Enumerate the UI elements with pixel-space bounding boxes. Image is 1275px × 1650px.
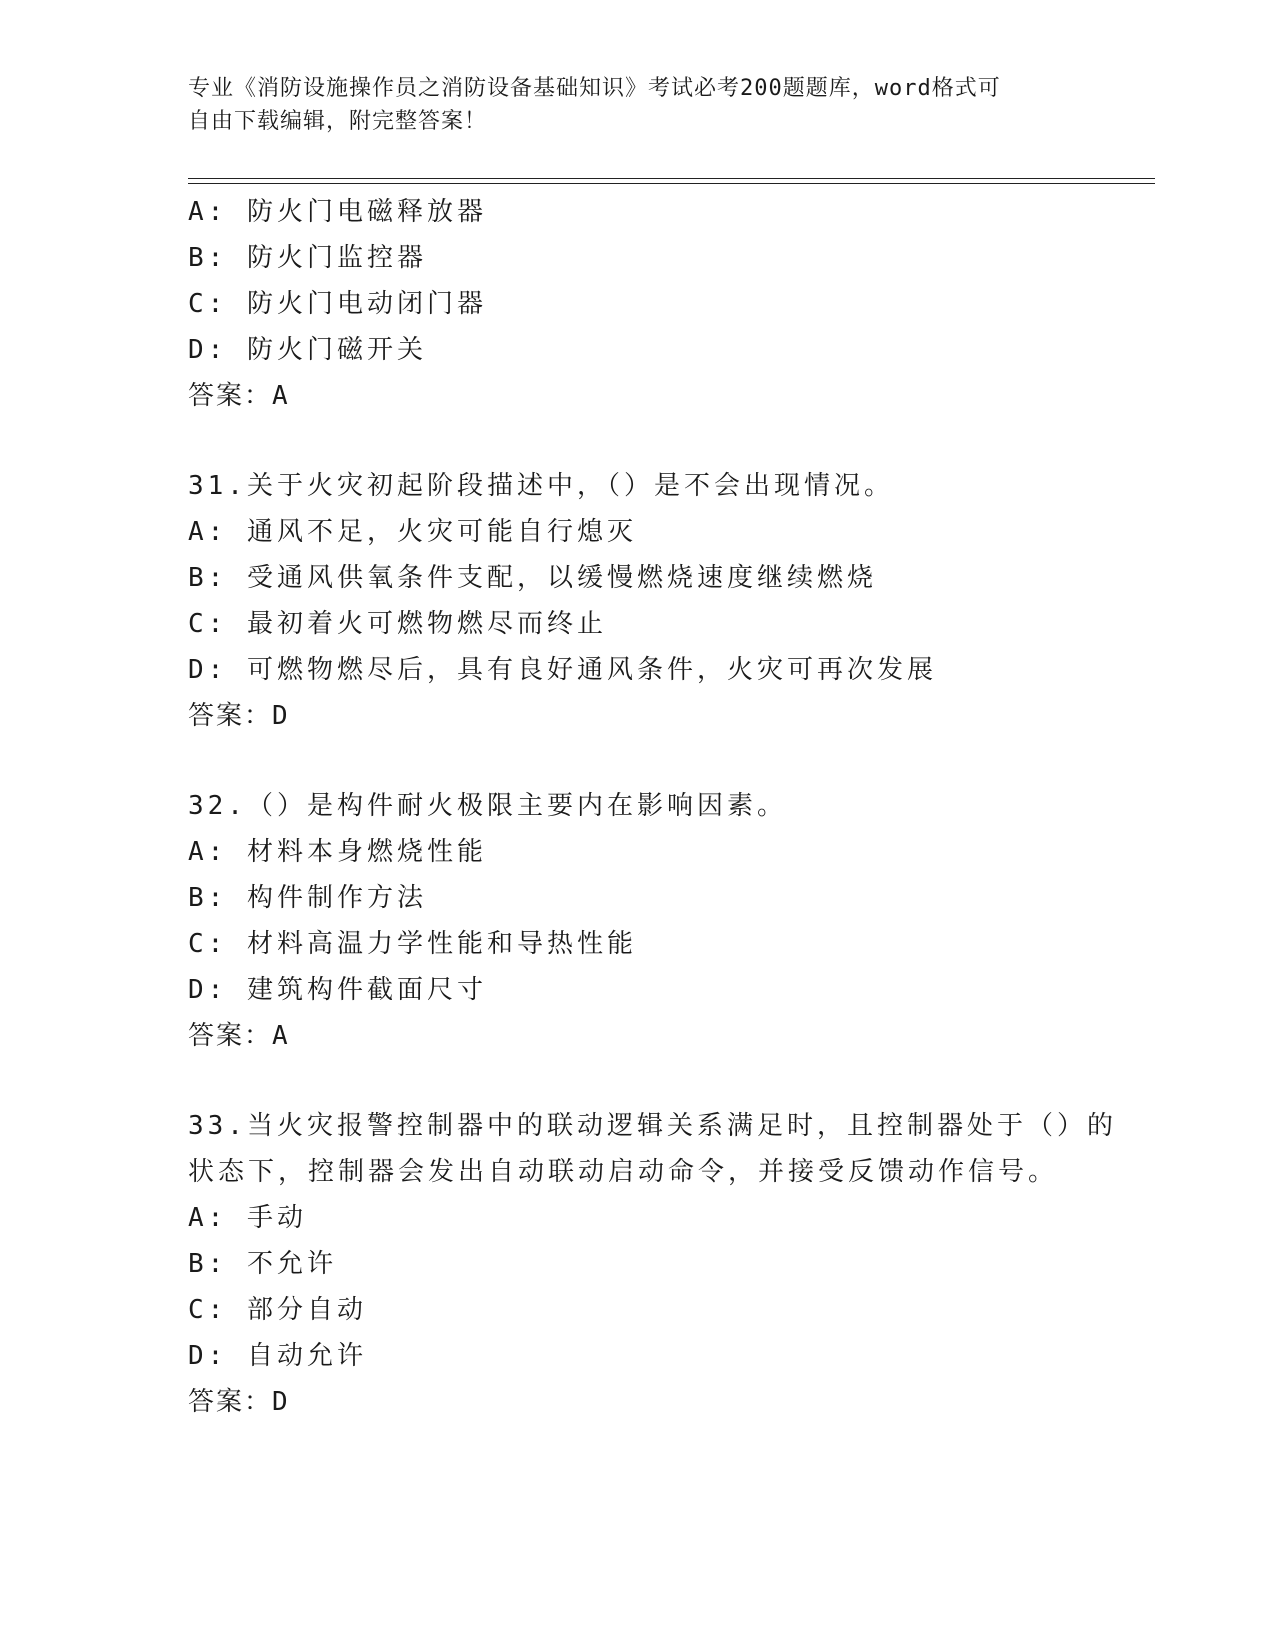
option-a: A: 材料本身燃烧性能 — [188, 837, 487, 867]
answer-line: 答案：D — [188, 1387, 290, 1417]
option-d: D: 防火门磁开关 — [188, 335, 427, 365]
document-header — [188, 72, 1068, 138]
option-c: C: 最初着火可燃物燃尽而终止 — [188, 609, 607, 639]
question-stem-line-2: 状态下，控制器会发出自动联动启动命令，并接受反馈动作信号。 — [188, 1157, 1059, 1187]
answer-line: 答案：D — [188, 701, 290, 731]
question-32 — [188, 783, 1148, 1059]
question-33 — [188, 1103, 1148, 1425]
option-d: D: 建筑构件截面尺寸 — [188, 975, 487, 1005]
option-c: C: 材料高温力学性能和导热性能 — [188, 929, 637, 959]
option-a: A: 通风不足，火灾可能自行熄灭 — [188, 517, 637, 547]
option-d: D: 自动允许 — [188, 1341, 367, 1371]
option-b: B: 受通风供氧条件支配，以缓慢燃烧速度继续燃烧 — [188, 563, 877, 593]
header-divider-top — [188, 178, 1155, 179]
question-30 — [188, 189, 1148, 419]
option-c: C: 防火门电动闭门器 — [188, 289, 487, 319]
question-list — [188, 189, 1148, 1425]
option-a: A: 防火门电磁释放器 — [188, 197, 487, 227]
answer-line: 答案：A — [188, 1021, 290, 1051]
header-line-2: 自由下载编辑，附完整答案！ — [188, 109, 488, 134]
question-stem: 31.关于火灾初起阶段描述中，（）是不会出现情况。 — [188, 471, 894, 501]
option-b: B: 防火门监控器 — [188, 243, 427, 273]
option-c: C: 部分自动 — [188, 1295, 367, 1325]
header-line-1: 专业《消防设施操作员之消防设备基础知识》考试必考200题题库，word格式可 — [188, 76, 1001, 101]
question-gap — [188, 419, 1148, 463]
option-d: D: 可燃物燃尽后，具有良好通风条件，火灾可再次发展 — [188, 655, 937, 685]
option-b: B: 不允许 — [188, 1249, 337, 1279]
header-divider-bottom — [188, 183, 1155, 184]
question-gap — [188, 739, 1148, 783]
question-31 — [188, 463, 1148, 739]
question-stem: 32.（）是构件耐火极限主要内在影响因素。 — [188, 791, 787, 821]
question-gap — [188, 1059, 1148, 1103]
option-a: A: 手动 — [188, 1203, 307, 1233]
option-b: B: 构件制作方法 — [188, 883, 427, 913]
question-stem-line-1: 33.当火灾报警控制器中的联动逻辑关系满足时，且控制器处于（）的 — [188, 1111, 1117, 1141]
answer-line: 答案：A — [188, 381, 290, 411]
